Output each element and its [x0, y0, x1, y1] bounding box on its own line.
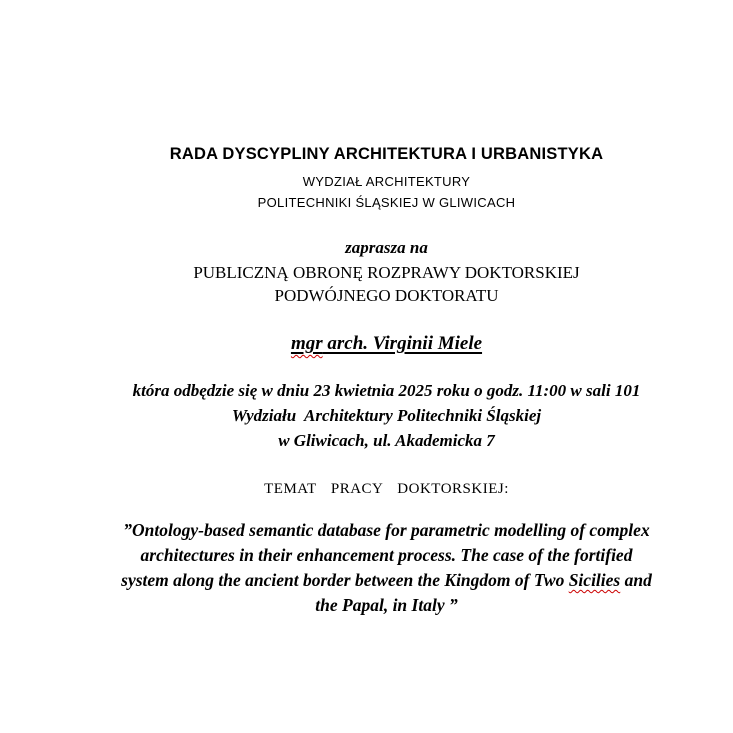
- candidate-name-rest: arch. Virginii Miele: [322, 333, 483, 354]
- invitation-lead: zaprasza na: [345, 238, 428, 257]
- thesis-title-line-3: [40, 568, 733, 593]
- candidate-name-underlined: [291, 333, 482, 354]
- thesis-title-line-3-pre: system along the ancient border between the Kingdom of Two: [121, 570, 569, 590]
- thesis-title-misspelled-word: Sicilies: [568, 570, 621, 590]
- defense-date-line: która odbędzie się w dniu 23 kwietnia 2025 roku o godz. 11:00 w sali 101: [132, 381, 641, 400]
- defense-location-line-1: Wydziału Architektury Politechniki Śląskiej: [231, 406, 542, 425]
- invitation-line-1: PUBLICZNĄ OBRONĘ ROZPRAWY DOKTORSKIEJ: [193, 263, 580, 282]
- university-name: POLITECHNIKI ŚLĄSKIEJ W GLIWICACH: [257, 195, 516, 210]
- defense-location-line-2: w Gliwicach, ul. Akademicka 7: [278, 431, 495, 450]
- thesis-title-line-2: architectures in their enhancement process. The case of the fortified: [140, 545, 633, 565]
- defense-details: [40, 378, 733, 453]
- announcement-page: [40, 0, 733, 618]
- candidate-name: [40, 333, 733, 355]
- council-title: RADA DYSCYPLINY ARCHITEKTURA I URBANISTYKA: [169, 145, 604, 163]
- thesis-title-line-4: the Papal, in Italy ”: [315, 595, 458, 615]
- invitation-line-2: PODWÓJNEGO DOKTORATU: [274, 286, 499, 305]
- thesis-title-line-3-post: and: [620, 570, 652, 590]
- thesis-title: [40, 518, 733, 618]
- faculty-name: WYDZIAŁ ARCHITEKTURY: [302, 174, 471, 189]
- thesis-title-line-1: ”Ontology-based semantic database for parametric modelling of complex: [123, 520, 650, 540]
- topic-label: TEMAT PRACY DOKTORSKIEJ:: [264, 481, 509, 497]
- candidate-degree-prefix: mgr: [290, 333, 323, 354]
- invitation-block: [40, 261, 733, 307]
